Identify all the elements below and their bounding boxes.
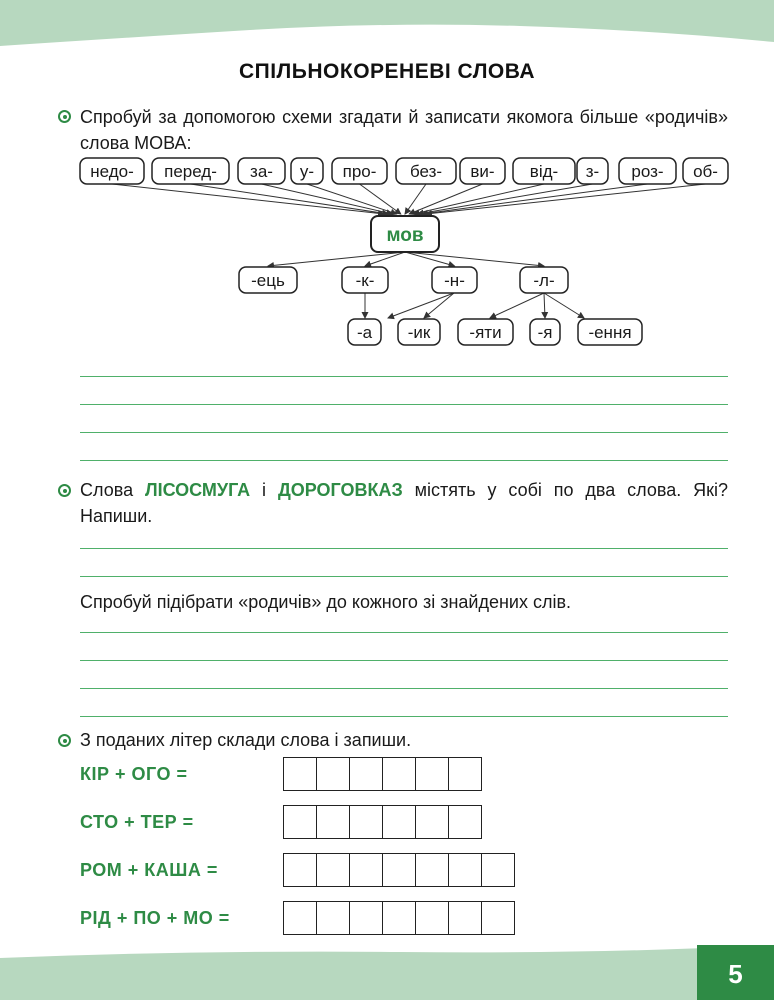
task2-subtext: Спробуй підібрати «родичів» до кожного зі знайдених слів.: [80, 592, 572, 612]
letter-cell[interactable]: [449, 806, 481, 838]
letter-cell[interactable]: [482, 902, 514, 934]
prefix-1: перед-: [164, 162, 217, 181]
scheme-arrow: [413, 184, 544, 214]
letter-cell[interactable]: [350, 902, 383, 934]
ending-1: -ик: [407, 323, 431, 342]
scheme-arrow: [544, 293, 545, 318]
scheme-arrow: [262, 184, 393, 214]
letter-cell[interactable]: [284, 854, 317, 886]
letter-cell[interactable]: [416, 758, 449, 790]
letter-cell[interactable]: [416, 902, 449, 934]
letter-cell[interactable]: [383, 758, 416, 790]
equation-label: РІД + ПО + МО =: [80, 908, 230, 928]
scheme-arrow: [422, 184, 648, 214]
page-title: СПІЛЬНОКОРЕНЕВІ СЛОВА: [238, 60, 536, 83]
letter-cell[interactable]: [284, 806, 317, 838]
writing-line[interactable]: [80, 404, 728, 405]
letter-cell[interactable]: [350, 758, 383, 790]
scheme-arrow: [191, 184, 389, 214]
suffix-0: -ець: [251, 271, 285, 290]
task3-text: З поданих літер склади слова і запиши.: [80, 730, 412, 750]
letter-grid: [283, 853, 515, 887]
letter-grid: [283, 805, 482, 839]
task2-text: Слова ЛІСОСМУГА і ДОРОГОВКАЗ містять у собі по два слова. Які? Напиши.: [80, 480, 728, 526]
task-bullet-icon: [58, 484, 71, 497]
letter-cell[interactable]: [383, 806, 416, 838]
scheme-arrow: [424, 293, 454, 318]
prefix-0: недо-: [90, 162, 134, 181]
scheme-arrow: [388, 293, 454, 318]
writing-line[interactable]: [80, 376, 728, 377]
letter-cell[interactable]: [317, 902, 350, 934]
letter-cell[interactable]: [449, 902, 482, 934]
prefix-8: з-: [585, 162, 600, 181]
letter-cell[interactable]: [317, 854, 350, 886]
letter-grid: [283, 901, 515, 935]
writing-line[interactable]: [80, 632, 728, 633]
prefix-3: у-: [299, 162, 315, 181]
writing-line[interactable]: [80, 432, 728, 433]
letter-cell[interactable]: [284, 902, 317, 934]
bottom-decorative-band: [0, 930, 774, 1000]
letter-cell[interactable]: [317, 806, 350, 838]
writing-line[interactable]: [80, 548, 728, 549]
prefix-7: від-: [529, 162, 559, 181]
root-word: мов: [386, 224, 424, 246]
scheme-arrow: [405, 252, 544, 266]
suffix-3: -л-: [533, 271, 555, 290]
word-dorohovkaz: ДОРОГОВКАЗ: [277, 480, 403, 500]
ending-2: -яти: [469, 323, 502, 342]
prefix-9: роз-: [631, 162, 664, 181]
suffix-2: -н-: [444, 271, 465, 290]
prefix-2: за-: [250, 162, 273, 181]
letter-cell[interactable]: [284, 758, 317, 790]
letter-cell[interactable]: [416, 806, 449, 838]
equation-label: СТО + ТЕР =: [80, 812, 194, 832]
prefix-6: ви-: [470, 162, 495, 181]
letter-cell[interactable]: [350, 854, 383, 886]
ending-4: -ення: [588, 323, 632, 342]
writing-line[interactable]: [80, 576, 728, 577]
page-number: 5: [697, 945, 774, 1000]
letter-cell[interactable]: [383, 854, 416, 886]
word-scheme-diagram: [0, 0, 774, 360]
prefix-10: об-: [693, 162, 718, 181]
scheme-arrow: [405, 184, 426, 214]
prefix-4: про-: [342, 162, 377, 181]
letter-cell[interactable]: [317, 758, 350, 790]
ending-0: -а: [356, 323, 373, 342]
letter-grid: [283, 757, 482, 791]
writing-line[interactable]: [80, 660, 728, 661]
task1-text: Спробуй за допомогою схеми згадати й записати якомога більше «родичів» слова МОВА:: [80, 107, 728, 153]
letter-cell[interactable]: [383, 902, 416, 934]
scheme-arrow: [544, 293, 584, 318]
scheme-arrow: [112, 184, 384, 214]
letter-cell[interactable]: [449, 854, 482, 886]
scheme-arrow: [490, 293, 544, 318]
equation-label: КІР + ОГО =: [80, 764, 188, 784]
scheme-arrow: [360, 184, 401, 214]
writing-line[interactable]: [80, 460, 728, 461]
letter-cell[interactable]: [482, 854, 514, 886]
equation-label: РОМ + КАША =: [80, 860, 218, 880]
prefix-5: без-: [409, 162, 443, 181]
task-bullet-icon: [58, 734, 71, 747]
letter-cell[interactable]: [416, 854, 449, 886]
scheme-arrow: [307, 184, 397, 214]
suffix-1: -к-: [355, 271, 375, 290]
letter-cell[interactable]: [449, 758, 481, 790]
letter-cell[interactable]: [350, 806, 383, 838]
writing-line[interactable]: [80, 716, 728, 717]
writing-line[interactable]: [80, 688, 728, 689]
ending-3: -я: [537, 323, 553, 342]
word-lisosmuha: ЛІСОСМУГА: [144, 480, 251, 500]
